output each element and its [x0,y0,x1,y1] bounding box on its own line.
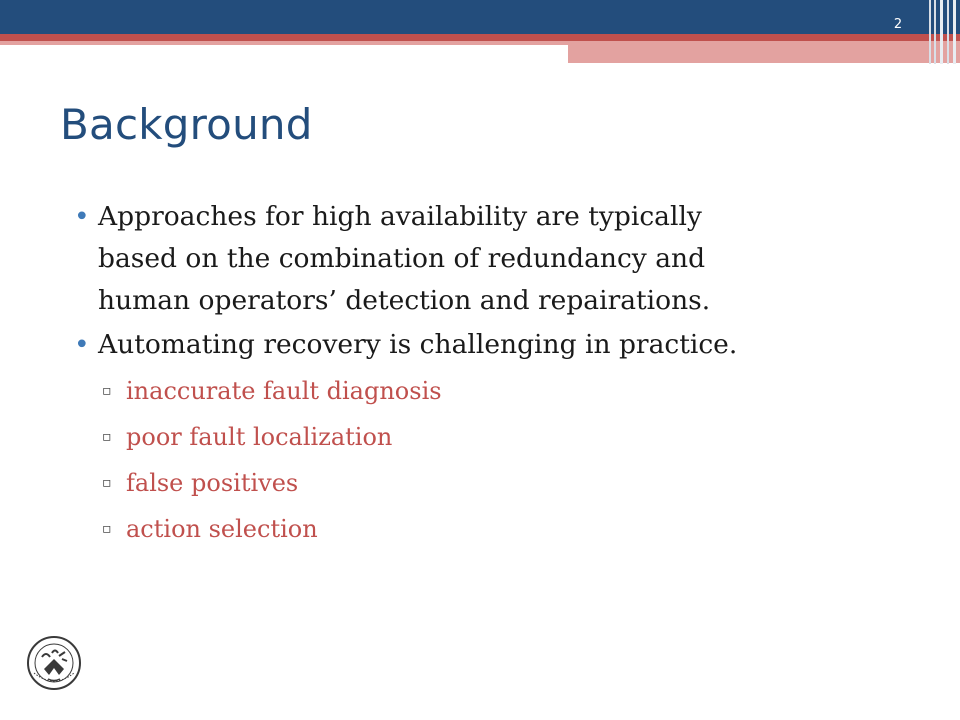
slide-body [70,196,890,552]
bullet-line: Approaches for high availability are typically [98,201,702,232]
sub-bullet-text: poor fault localization [126,423,393,451]
square-bullet-icon: ▫ [102,383,112,399]
bullet-icon: • [74,201,90,232]
university-seal-icon [26,635,82,691]
decorative-stripe [940,0,943,64]
sub-bullet-item [102,506,890,552]
square-bullet-icon: ▫ [102,429,112,445]
header-accent-stripe [0,34,960,41]
square-bullet-icon: ▫ [102,521,112,537]
bullet-line: based on the combination of redundancy and [98,243,706,274]
decorative-stripe [929,0,931,64]
decorative-stripe [953,0,956,64]
square-bullet-icon: ▫ [102,475,112,491]
sub-bullet-text: action selection [126,515,318,543]
sub-bullet-item [102,460,890,506]
sub-bullet-item [102,368,890,414]
bullet-line: Automating recovery is challenging in practice. [98,329,738,360]
sub-bullet-text: false positives [126,469,299,497]
header-light-block [568,41,960,63]
bullet-item [70,324,890,366]
decorative-stripe [947,0,949,64]
bullet-line: human operators’ detection and repairations. [98,285,711,316]
bullet-item [70,196,890,322]
bullet-icon: • [74,329,90,360]
sub-bullet-text: inaccurate fault diagnosis [126,377,442,405]
sub-bullet-list [70,368,890,552]
decorative-stripe [934,0,936,64]
slide-title: Background [60,100,313,149]
sub-bullet-item [102,414,890,460]
slide-number: 2 [893,17,903,32]
header-bar [0,0,960,34]
